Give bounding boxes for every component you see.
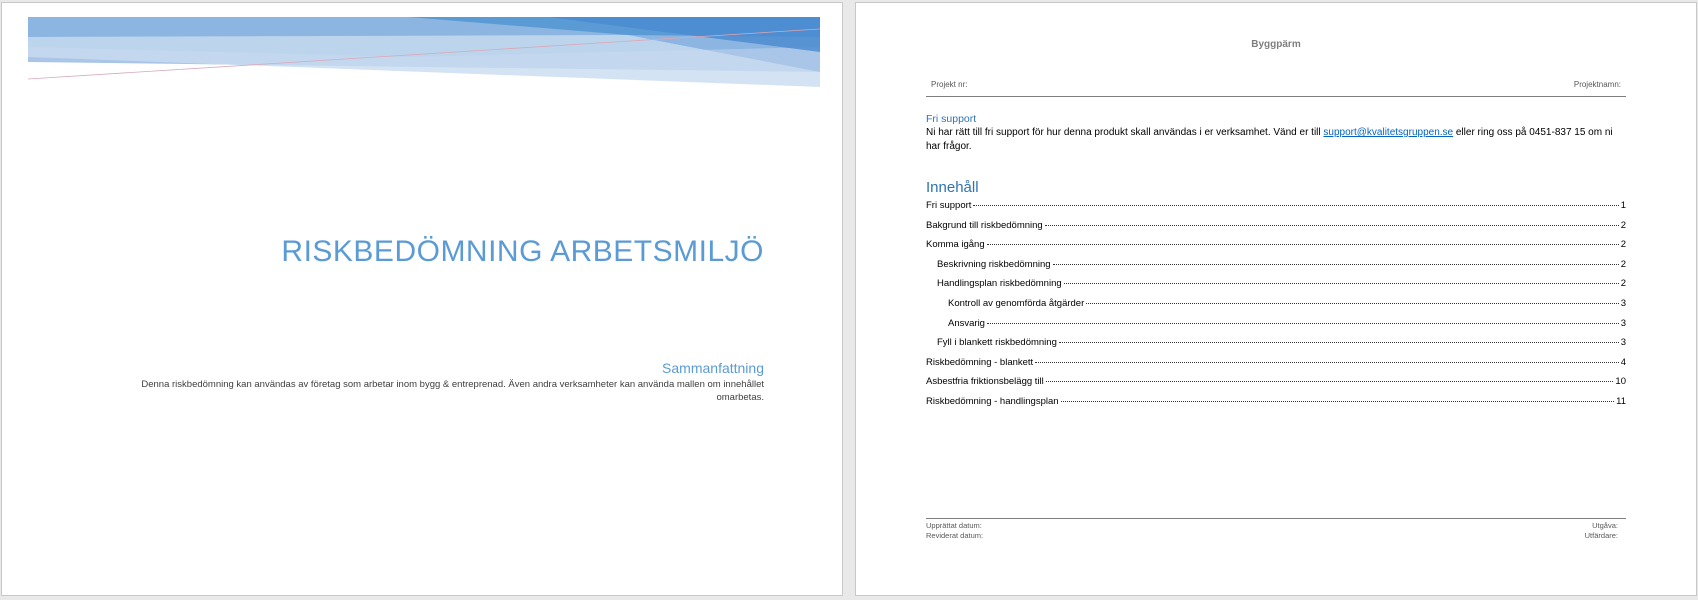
toc-leader-dots <box>987 323 1619 324</box>
toc-entry-page: 1 <box>1620 200 1626 211</box>
toc-entry[interactable] <box>926 239 1626 259</box>
toc-entry-label: Ansvarig <box>948 317 985 329</box>
created-date-label: Upprättat datum: <box>926 521 982 530</box>
toc-entry-label: Komma igång <box>926 239 985 251</box>
header-divider <box>926 96 1626 97</box>
toc-entry[interactable] <box>926 259 1626 279</box>
toc-leader-dots <box>1061 401 1615 402</box>
toc-entry[interactable] <box>926 318 1626 338</box>
toc-leader-dots <box>1064 283 1619 284</box>
contents-page <box>855 2 1697 596</box>
header-title: Byggpärm <box>1251 39 1301 50</box>
toc-entry-label: Riskbedömning - blankett <box>926 356 1034 368</box>
edition-label: Utgåva: <box>1592 521 1618 530</box>
support-email-link[interactable]: support@kvalitetsgruppen.se <box>1323 127 1454 138</box>
toc-leader-dots <box>1045 225 1619 226</box>
toc-leader-dots <box>1086 303 1618 304</box>
support-heading: Fri support <box>926 113 977 125</box>
footer-divider <box>926 518 1626 519</box>
toc-leader-dots <box>1059 342 1619 343</box>
toc-entry[interactable] <box>926 298 1626 318</box>
toc-entry-label: Fyll i blankett riskbedömning <box>937 337 1057 349</box>
cover-title: RISKBEDÖMNING ARBETSMILJÖ <box>281 235 764 268</box>
toc-entry-page: 4 <box>1620 356 1626 368</box>
toc-entry[interactable] <box>926 376 1626 396</box>
toc-entry-label: Riskbedömning - handlingsplan <box>926 395 1059 407</box>
toc-entry-label: Bakgrund till riskbedömning <box>926 219 1043 231</box>
toc-entry-page: 2 <box>1620 219 1626 231</box>
toc-leader-dots <box>1053 264 1619 265</box>
toc-entry-page: 10 <box>1615 376 1626 388</box>
revised-date-label: Reviderat datum: <box>926 531 984 540</box>
toc-entry-page: 2 <box>1620 278 1626 290</box>
cover-banner-graphic <box>28 17 820 87</box>
toc-entry[interactable] <box>926 278 1626 298</box>
toc-entry-page: 3 <box>1620 317 1626 329</box>
toc-entry-page: 11 <box>1616 395 1626 407</box>
toc-heading: Innehåll <box>926 179 979 196</box>
toc-entry-page: 3 <box>1620 337 1626 349</box>
table-of-contents <box>926 200 1626 416</box>
toc-entry-label: Handlingsplan riskbedömning <box>937 278 1062 290</box>
support-text-before: Ni har rätt till fri support för hur denna produkt skall användas i er verksamhet. Vänd er till <box>926 127 1324 138</box>
summary-heading: Sammanfattning <box>662 360 764 376</box>
toc-entry[interactable] <box>926 337 1626 357</box>
toc-entry[interactable] <box>926 357 1626 377</box>
toc-entry-page: 3 <box>1620 297 1626 309</box>
toc-leader-dots <box>1046 381 1614 382</box>
toc-entry-page: 2 <box>1620 239 1626 251</box>
toc-entry-page: 2 <box>1620 258 1626 270</box>
toc-entry-label: Kontroll av genomförda åtgärder <box>948 297 1085 309</box>
support-text-after: eller ring oss på 0451-837 15 om ni har frågor. <box>926 127 1613 152</box>
toc-entry-label: Asbestfria friktionsbelägg till <box>926 376 1044 388</box>
toc-entry[interactable] <box>926 396 1626 416</box>
cover-page <box>1 2 843 596</box>
toc-entry-label: Fri support <box>926 200 972 211</box>
issuer-label: Utfärdare: <box>1584 531 1618 540</box>
support-paragraph <box>926 126 1626 154</box>
toc-entry-label: Beskrivning riskbedömning <box>937 258 1051 270</box>
toc-leader-dots <box>987 244 1619 245</box>
summary-text: Denna riskbedömning kan användas av företag som arbetar inom bygg & entreprenad. Även andra verksamheter kan använda mallen om innehållet omarbetas. <box>141 379 764 403</box>
toc-entry[interactable] <box>926 220 1626 240</box>
project-name-label: Projektnamn: <box>1573 80 1621 89</box>
project-number-label: Projekt nr: <box>931 80 968 89</box>
toc-entry[interactable] <box>926 200 1626 220</box>
toc-leader-dots <box>973 205 1618 206</box>
toc-leader-dots <box>1035 362 1619 363</box>
